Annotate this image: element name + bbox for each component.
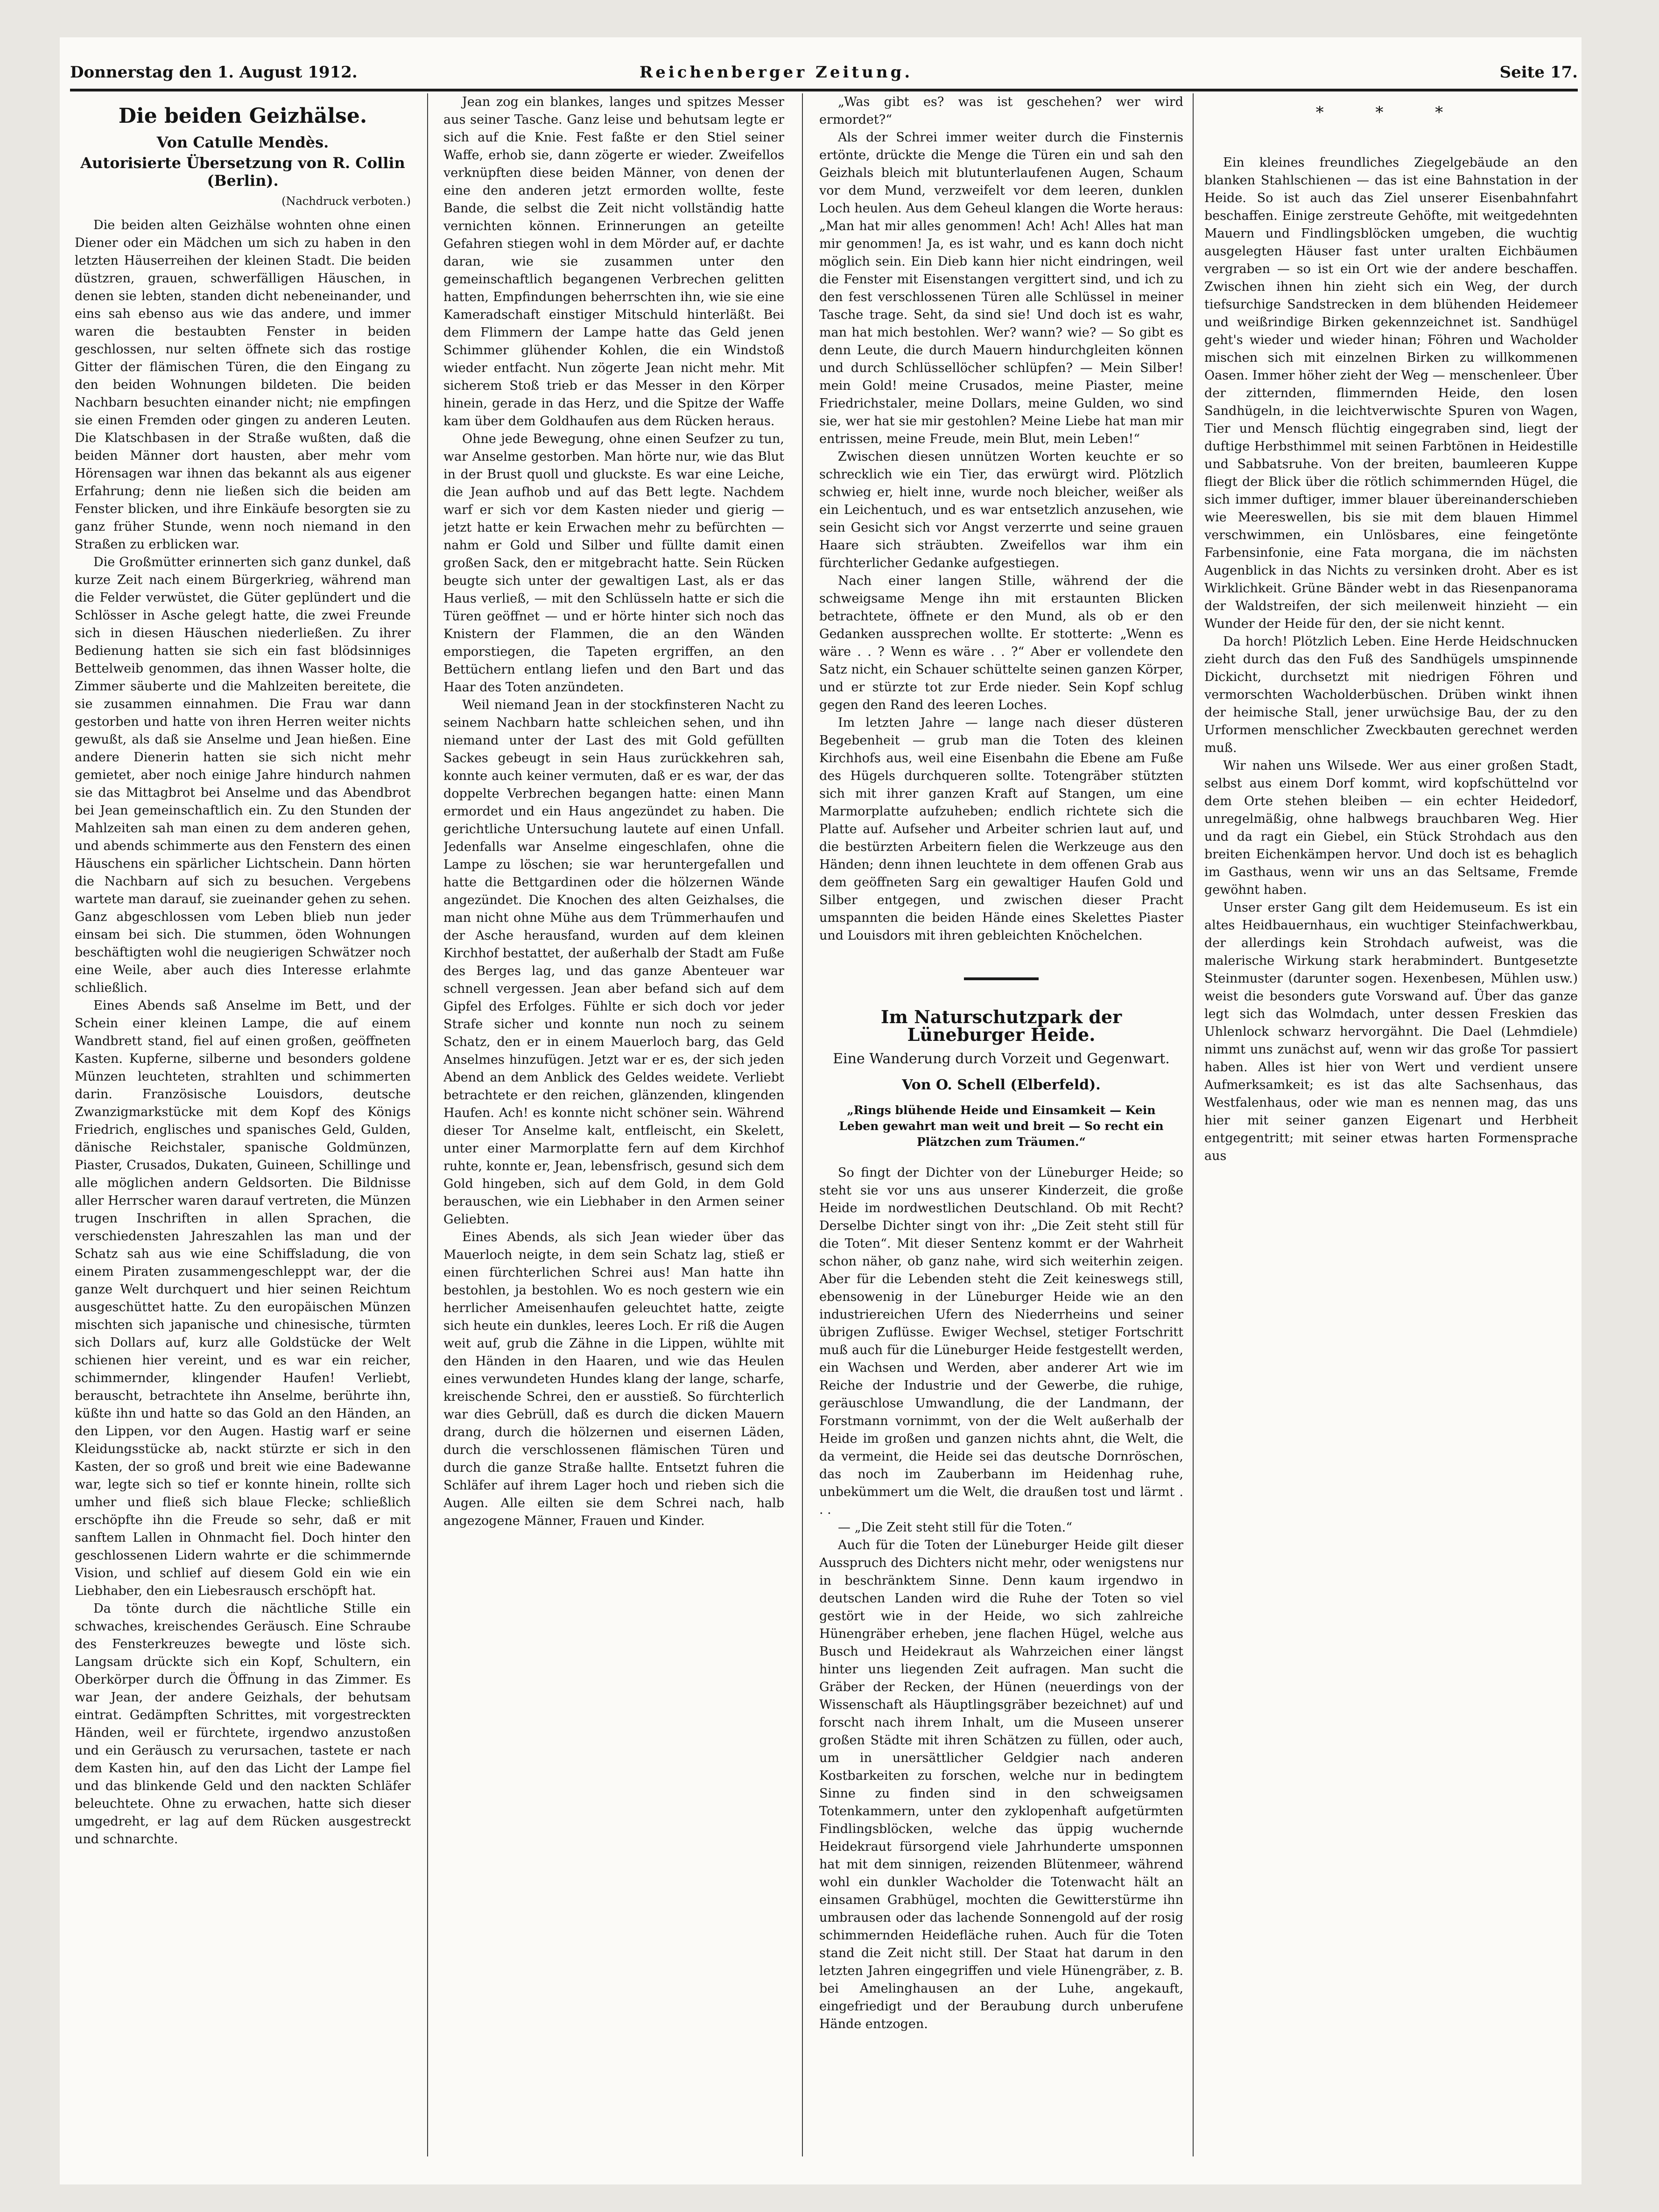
paragraph: Ohne jede Bewegung, ohne einen Seufzer zu tun, war Anselme gestorben. Man hörte nur, wie das Blut in der Brust quoll und gluckste. Es war eine Leiche, die Jean aufhob und auf das Bett legte. Nachdem warf er sich vor dem Kasten nieder und gierig — jetzt hatte er kein Erwachen mehr zu befürchten — nahm er Gold und Silber und füllte damit einen großen Sack, den er mitgebracht hatte. Sein Rücken beugte sich unter der gewaltigen Last, als er das Haus verließ, — mit den Schlüsseln hatte er sich die Türen geöffnet — und er hörte hinter sich noch das Knistern der Flammen, die an den Wänden emporstiegen, die Tapeten ergriffen, an den Bettüchern entlang liefen und den Bart und das Haar des Toten anzündeten. (443, 432, 784, 695)
paragraph: Wir nahen uns Wilsede. Wer aus einer großen Stadt, selbst aus einem Dorf kommt, wird kopfschüttelnd vor dem Orte stehen bleiben — ein echter Heidedorf, unregelmäßig, ohne halbwegs brauchbaren Weg. Hier und da ragt ein Giebel, ein Stück Strohdach aus den breiten Eichenkämpen hervor. Und doch ist es behaglich im Gasthaus, wenn wir uns an das Seltsame, Fremde gewöhnt haben. (1204, 758, 1578, 897)
paragraph: Die Großmütter erinnerten sich ganz dunkel, daß kurze Zeit nach einem Bürgerkrieg, während man die Felder verwüstet, die Güter geplündert und die Schlösser in Asche gelegt hatte, die zwei Freunde sich in diesen Häuschen niederließen. Zu ihrer Bedienung hatten sie sich ein fast blödsinniges Bettelweib genommen, das ihnen Wasser holte, die Zimmer säuberte und die Mahlzeiten bereitete, die sie zusammen einnahmen. Die Frau war dann gestorben und hatte von ihren Herren weiter nichts gewußt, als daß sie Anselme und Jean hießen. Eine andere Dienerin hatten sie sich nicht mehr gemietet, aber noch einige Jahre hindurch nahmen sie das Mittagbrot bei Anselme und das Abendbrot bei Jean gemeinschaftlich ein. Zu den Stunden der Mahlzeiten sah man einen zu dem anderen gehen, und abends schimmerte aus den Fenstern des einen Häuschens ein spärlicher Lichtschein. Dann hörten die Nachbarn auf sich zu besuchen. Vergebens wartete man darauf, sie zueinander gehen zu sehen. Ganz abgeschlossen vom Leben blieb nun jeder einsam bei sich. Die stummen, öden Wohnungen beschäftigten wohl die neugierigen Schwätzer noch eine Weile, aber auch dies Interesse erlahmte schließlich. (75, 555, 411, 995)
paragraph: Weil niemand Jean in der stockfinsteren Nacht zu seinem Nachbarn hatte schleichen sehen, und ihn niemand unter der Last des mit Gold gefüllten Sackes gebeugt in sein Haus zurückkehren sah, konnte auch keiner vermuten, daß er es war, der das doppelte Verbrechen begangen hatte: einen Mann ermordet und ein Haus angezündet zu haben. Die gerichtliche Untersuchung lautete auf einen Unfall. Jedenfalls war Anselme eingeschlafen, ohne die Lampe zu löschen; sie war heruntergefallen und hatte die Bettgardinen oder die hölzernen Wände angezündet. Die Knochen des alten Geizhalses, die man nicht ohne Mühe aus dem Trümmerhaufen und der Asche herausfand, wurden auf dem kleinen Kirchhof bestattet, der außerhalb der Stadt am Fuße des Berges lag, und das ganze Abenteuer war schnell vergessen. Jean aber befand sich auf dem Gipfel des Erfolges. Fühlte er sich doch vor jeder Strafe sicher und konnte nun noch zu seinem Schatz, den er in einem Mauerloch barg, das Geld Anselmes hinzufügen. Jetzt war er es, der sich jeden Abend an dem Anblick des Geldes weidete. Verliebt betrachtete er den reichen, glänzenden, klingenden Haufen. Ach! es konnte nicht schöner sein. Während dieser Tor Anselme kalt, entfleischt, ein Skelett, unter einer Marmorplatte fern auf dem Kirchhof ruhte, konnte er, Jean, lebensfrisch, gesund sich dem Gold hingeben, sich auf dem Gold, in dem Gold berauschen, wie ein Liebhaber in den Armen seiner Geliebten. (443, 698, 784, 1227)
paragraph: Zwischen diesen unnützen Worten keuchte er so schrecklich wie ein Tier, das erwürgt wird. Plötzlich schwieg er, hielt inne, wurde noch bleicher, weißer als ein Leichentuch, und es war entsetzlich anzusehen, wie sein Gesicht sich vor Angst verzerrte und seine grauen Haare sich sträubten. Zweifellos war ihm ein fürchterlicher Gedanke aufgestiegen. (819, 449, 1183, 570)
column-divider (1193, 93, 1194, 2156)
section-stars: * * * (1315, 103, 1467, 122)
story-title: Die beiden Geizhälse. (118, 104, 367, 128)
paragraph: Im letzten Jahre — lange nach dieser düsteren Begebenheit — grub man die Toten des kleinen Kirchhofs aus, weil eine Eisenbahn die Ebene am Fuße des Hügels durchqueren sollte. Totengräber stützten sich mit ihrer ganzen Kraft auf Stangen, um eine Marmorplatte aufzuheben; endlich richtete sich die Platte auf. Aufseher und Arbeiter schrien laut auf, und die bestürzten Arbeitern fielen die Werkzeuge aus den Händen; denn ihnen leuchtete in dem offenen Grab aus dem geöffneten Sarg ein gewaltiger Haufen Gold und Silber entgegen, und zwischen dieser Pracht umspannten die beiden Hände eines Skelettes Piaster und Louisdors mit ihren gebleichten Knöchelchen. (819, 716, 1183, 943)
story-translation-credit: Autorisierte Übersetzung von R. Collin (Berlin). (80, 154, 405, 190)
column-4 (1204, 93, 1578, 2156)
paragraph: — „Die Zeit steht still für die Toten.“ (838, 1520, 1073, 1535)
column-3 (819, 93, 1183, 2156)
article-subtitle: Eine Wanderung durch Vorzeit und Gegenwart. (833, 1051, 1170, 1067)
newspaper-name: Reichenberger Zeitung. (640, 63, 913, 82)
paragraph: Eines Abends saß Anselme im Bett, und der Schein einer kleinen Lampe, die auf einem Wandbrett stand, fiel auf einen großen, geöffneten Kasten. Kupferne, silberne und besonders goldene Münzen leuchteten, strahlten und schimmerten darin. Französische Louisdors, deutsche Zwanzigmarkstücke mit dem Kopf des Königs Friedrich, englisches und spanisches Geld, Gulden, dänische Reichstaler, spanische Goldmünzen, Piaster, Crusados, Dukaten, Guineen, Schillinge und alle möglichen andern Geldsorten. Die Bildnisse aller Herrscher waren darauf vertreten, die Münzen trugen Inschriften in allen Sprachen, die verschiedensten Jahreszahlen las man und der Schatz sah aus wie eine Schiffsladung, die von einem Piraten zusammengeschleppt war, der die ganze Welt durchquert und hier seinen Reichtum ausgeschüttet hatte. Zu den europäischen Münzen mischten sich japanische und chinesische, türmten sich Dollars auf, kurz alle Goldstücke der Welt schienen hier vereint, und es war ein reicher, schimmernder, klingender Haufen! Verliebt, berauscht, betrachtete ihn Anselme, berührte ihn, küßte ihn und hatte so das Gold an den Händen, an den Lippen, vor den Augen. Hastig warf er seine Kleidungsstücke ab, nackt stürzte er sich in den Kasten, der so groß und breit wie eine Badewanne war, legte sich so tief er konnte hinein, rollte sich umher und fließ sich blaue Flecke; schließlich erschöpfte ihn die Freude so sehr, daß er mit sanftem Lallen in Ohnmacht fiel. Doch hinter den geschlossenen Lidern wahrte er die schimmernde Vision, und schlief auf diesem Gold ein wie ein Liebhaber, den ein Liebesrausch erschöpft hat. (75, 998, 411, 1598)
paragraph: Da tönte durch die nächtliche Stille ein schwaches, kreischendes Geräusch. Eine Schraube des Fensterkreuzes bewegte und löste sich. Langsam drückte sich ein Kopf, Schultern, ein Oberkörper durch die Öffnung in das Zimmer. Es war Jean, der andere Geizhals, der behutsam eintrat. Gedämpften Schrittes, mit vorgestreckten Händen, weil er fürchtete, irgendwo anzustoßen und ein Geräusch zu verursachen, tastete er nach dem Kasten hin, auf den das Licht der Lampe fiel und das blinkende Geld und den nackten Schläfer beleuchtete. Ohne zu erwachen, hatte sich dieser umgedreht, er lag auf dem Rücken ausgestreckt und schnarchte. (75, 1601, 411, 1847)
paragraph: „Was gibt es? was ist geschehen? wer wird ermordet?“ (819, 95, 1183, 127)
paragraph: Da horch! Plötzlich Leben. Eine Herde Heidschnucken zieht durch das den Fuß des Sandhügels umspinnende Dickicht, durchsetzt mit niedrigen Föhren und vermorschten Wacholderbüschen. Drüben winkt ihnen der heimische Stall, jener urwüchsige Bau, der zu den Urformen menschlicher Zweckbauten gerechnet werden muß. (1204, 634, 1578, 755)
column-divider (427, 93, 428, 2156)
paragraph: So fingt der Dichter von der Lüneburger Heide; so steht sie vor uns aus unserer Kinderzeit, die große Heide im nordwestlichen Deutschland. Ob mit Recht? Derselbe Dichter singt von ihr: „Die Zeit steht still für die Toten“. Mit dieser Sentenz kommt er der Wahrheit schon näher, ob ganz nahe, wird sich weiterhin zeigen. Aber für die Lebenden steht die Zeit keineswegs still, ebensowenig in der Lüneburger Heide wie an den industriereichen Ufern des Niederrheins und seiner übrigen Zuflüsse. Ewiger Wechsel, stetiger Fortschritt muß auch für die Lüneburger Heide festgestellt werden, ein Wachsen und Werden, aber anderer Art wie im Reiche der Industrie und der Gewerbe, die ruhige, geräuschlose Umwandlung, die der Landmann, der Forstmann vornimmt, von der die Welt außerhalb der Heide im großen und ganzen nichts ahnt, die Welt, die da vermeint, die Heide sei das deutsche Dornröschen, das noch im Zauberbann im Heidenhag ruhe, unbekümmert um die Welt, die draußen tost und lärmt . . . (819, 1166, 1183, 1517)
article-title: Im Naturschutzpark der Lüneburger Heide. (880, 1006, 1122, 1045)
paragraph: Auch für die Toten der Lüneburger Heide gilt dieser Ausspruch des Dichters nicht mehr, oder wenigstens nur in beschränktem Sinne. Denn kaum irgendwo in deutschen Landen wird die Ruhe der Toten so viel gestört wie in der Heide, wo sich zahlreiche Hünengräber erheben, jene flachen Hügel, welche aus Busch und Heidekraut als Wahrzeichen einer längst hinter uns liegenden Zeit aufragen. Man sucht die Gräber der Recken, der Hünen (neuerdings von der Wissenschaft als Häuptlingsgräber bezeichnet) auf und forscht nach ihrem Inhalt, um die Museen unserer großen Städte mit ihren Schätzen zu füllen, oder auch, um in unersättlicher Geldgier nach anderen Kostbarkeiten zu forschen, welche nur in bedingtem Sinne zu finden sind in den schweigsamen Totenkammern, unter den zyklopenhaft aufgetürmten Findlingsblöcken, welche das üppig wuchernde Heidekraut fürsorgend viele Jahrhunderte umsponnen hat mit dem sinnigen, reizenden Blütenmeer, während wohl ein dunkler Wacholder die Totenwacht hält an einsamen Grabhügel, mochten die Gewitterstürme ihn umbrausen oder das lachende Sonnengold auf der rosig schimmernden Heidefläche ruhen. Auch für die Toten stand die Zeit nicht still. Der Staat hat darum in den letzten Jahren eingegriffen und viele Hünengräber, z. B. bei Amelinghausen an der Luhe, angekauft, eingefriedigt und der Beraubung durch unberufene Hände entzogen. (819, 1538, 1183, 2031)
paragraph: Unser erster Gang gilt dem Heidemuseum. Es ist ein altes Heidbauernhaus, ein wuchtiger Steinfachwerkbau, der allerdings kein Strohdach aufweist, was die malerische Wirkung stark herabmindert. Buntgesetzte Steinmuster (darunter sogen. Hexenbesen, Mühlen usw.) weist die besonders gute Vorswand auf. Über das ganze legt sich das Wolmdach, unter dessen Freskien das Uhlenlock schwarz hervorgähnt. Die Dael (Lehmdiele) nimmt uns zunächst auf, wenn wir das große Tor passiert haben. Alles ist hier von Wert und verdient unsere Aufmerksamkeit; es ist das alte Sachsenhaus, das Westfalenhaus, oder wie man es nennen mag, das uns hier mit seiner ganzen Eigenart und Herbheit entgegentritt; mit seiner etwas harten Formensprache aus (1204, 900, 1578, 1163)
column-1 (75, 93, 411, 2156)
article-motto: „Rings blühende Heide und Einsamkeit — Kein Leben gewahrt man weit und breit — So recht ein Plätzchen zum Träumen.“ (839, 1103, 1164, 1149)
story-author: Von Catulle Mendès. (156, 133, 329, 151)
page-number: Seite 17. (1499, 63, 1578, 82)
article-separator (964, 977, 1039, 980)
paragraph: Eines Abends, als sich Jean wieder über das Mauerloch neigte, in dem sein Schatz lag, stieß er einen fürchterlichen Schrei aus! Man hatte ihn bestohlen, ja bestohlen. Wo es noch gestern wie ein herrlicher Ameisenhaufen geleuchtet hatte, zeigte sich heute ein dunkles, leeres Loch. Er riß die Augen weit auf, grub die Zähne in die Lippen, wühlte mit den Händen in den Haaren, und wie das Heulen eines verwundeten Hundes klang der lange, scharfe, kreischende Schrei, den er ausstieß. So fürchterlich war dies Gebrüll, daß es durch die dicken Mauern drang, durch die hölzernen und eisernen Läden, durch die verschlossenen flämischen Türen und durch die ganze Straße hallte. Entsetzt fuhren die Schläfer auf ihrem Lager hoch und rieben sich die Augen. Alle eilten sie dem Schrei nach, halb angezogene Männer, Frauen und Kinder. (443, 1230, 784, 1528)
paragraph: Ein kleines freundliches Ziegelgebäude an den blanken Stahlschienen — das ist eine Bahnstation in der Heide. So ist auch das Ziel unserer Eisenbahnfahrt beschaffen. Einige zerstreute Gehöfte, mit weitgedehnten Mauern und Findlingsblöcken umgeben, die wuchtig ausgelegten Häuser fast unter uralten Eichbäumen vergraben — so ist ein Ort wie der andere beschaffen. Zwischen ihnen hin zieht sich ein Weg, der durch tiefsurchige Sandstrecken in dem blühenden Heidemeer und weißrindige Birken gekennzeichnet ist. Sandhügel geht's wieder und wieder hinan; Föhren und Wacholder mischen sich mit einzelnen Birken zu willkommenen Oasen. Immer höher zieht der Weg — menschenleer. Über der zitternden, flimmernden Heide, den losen Sandhügeln, in die leichtverwischte Spuren von Wagen, Tier und Mensch flüchtig eingegraben sind, liegt der duftige Herbsthimmel mit seinen Farbtönen in Heidestille und Sabbatsruhe. Von der breiten, baumleeren Kuppe fliegt der Blick über die rötlich schimmernden Hügel, die sich immer duftiger, immer blauer übereinanderschieben wie Meereswellen, bis sie mit dem blauen Himmel verschwimmen, ein Unlösbares, eine feingetönte Farbensinfonie, eine Fata morgana, die im nächsten Augenblick in das Nichts zu versinken droht. Aber es ist Wirklichkeit. Grüne Bänder webt in das Riesenpanorama der Waldstreifen, der sich meilenweit hinzieht — ein Wunder der Heide für den, der sie nicht kennt. (1204, 155, 1578, 631)
header-rule (70, 89, 1578, 91)
column-2 (443, 93, 784, 2156)
paragraph: Jean zog ein blankes, langes und spitzes Messer aus seiner Tasche. Ganz leise und behutsam legte er sich auf die Knie. Fest faßte er den Stiel seiner Waffe, erhob sie, dann zögerte er wieder. Zweifellos verknüpften diese beiden Männer, von denen der eine den anderen jetzt ermorden wollte, feste Bande, die selbst die Zeit nicht vollständig hatte vernichten können. Erinnerungen an geteilte Gefahren stiegen wohl in dem Mörder auf, er dachte daran, wie sie zusammen unter den gemeinschaftlich begangenen Verbrechen gelitten hatten, Empfindungen beherrschten ihn, wie sie eine Kameradschaft einstiger Mitschuld hinterläßt. Bei dem Flimmern der Lampe hatte das Geld jenen Schimmer glühender Kohlen, die ein Windstoß wieder entfacht. Nun zögerte Jean nicht mehr. Mit sicherem Stoß trieb er das Messer in den Körper hinein, gerade in das Herz, und die Spitze der Waffe kam über dem Goldhaufen aus dem Rücken heraus. (443, 95, 784, 428)
masthead (70, 63, 1578, 91)
reprint-notice: (Nachdruck verboten.) (281, 195, 411, 208)
paragraph: Nach einer langen Stille, während der die schweigsame Menge ihn mit erstaunten Blicken betrachtete, öffnete er den Mund, als ob er den Gedanken aussprechen wollte. Er stotterte: „Wenn es wäre . . ? Wenn es wäre . . ?“ Aber er vollendete den Satz nicht, ein Schauer schüttelte seinen ganzen Körper, und er stürzte tot zur Erde nieder. Sein Kopf schlug gegen den Rand des leeren Loches. (819, 574, 1183, 712)
column-divider (802, 93, 803, 2156)
article-author: Von O. Schell (Elberfeld). (902, 1077, 1101, 1093)
paragraph: Die beiden alten Geizhälse wohnten ohne einen Diener oder ein Mädchen um sich zu haben in den letzten Häuserreihen der kleinen Stadt. Die beiden düstzren, grauen, schwerfälligen Häuschen, in denen sie lebten, standen dicht nebeneinander, und eins sah ebenso aus wie das andere, und immer waren die bestaubten Fenster in beiden geschlossen, nur selten öffnete sich das rostige Gitter der flämischen Türen, die den Eingang zu den beiden Wohnungen bildeten. Die beiden Nachbarn besuchten einander nicht; nie empfingen sie einen Fremden oder gingen zu anderen Leuten. Die Klatschbasen in der Straße wußten, daß die beiden Männer dort hausten, aber mehr vom Hörensagen war ihnen das bekannt als aus eigener Erfahrung; denn nie ließen sich die beiden am Fenster blicken, und ihre Einkäufe besorgten sie zu ganz früher Stunde, wenn noch niemand in den Straßen zu erblicken war. (75, 218, 411, 552)
paragraph: Als der Schrei immer weiter durch die Finsternis ertönte, drückte die Menge die Türen ein und sah den Geizhals bleich mit blutunterlaufenen Augen, Schaum vor dem Mund, verzweifelt vor dem leeren, dunklen Loch heulen. Aus dem Geheul klangen die Worte heraus: „Man hat mir alles genommen! Ach! Ach! Alles hat man mir genommen! Ja, es ist wahr, und es kann doch nicht möglich sein. Ein Dieb kann hier nicht eindringen, weil die Fenster mit Eisenstangen vergittert sind, und ich zu den fest verschlossenen Türen alle Schlüssel in meiner Tasche trage. Seht, da sind sie! Und doch ist es wahr, man hat mich bestohlen. Wer? wann? wie? — So gibt es denn Leute, die durch Mauern hindurchgleiten können und durch Schlüssellöcher schlüpfen? — Mein Silber! mein Gold! meine Crusados, meine Piaster, meine Friedrichstaler, meine Dollars, meine Gulden, wo sind sie, wer hat sie mir gestohlen? Meine Liebe hat man mir entrissen, meine Freude, mein Blut, mein Leben!“ (819, 130, 1183, 446)
issue-date: Donnerstag den 1. August 1912. (70, 63, 358, 82)
